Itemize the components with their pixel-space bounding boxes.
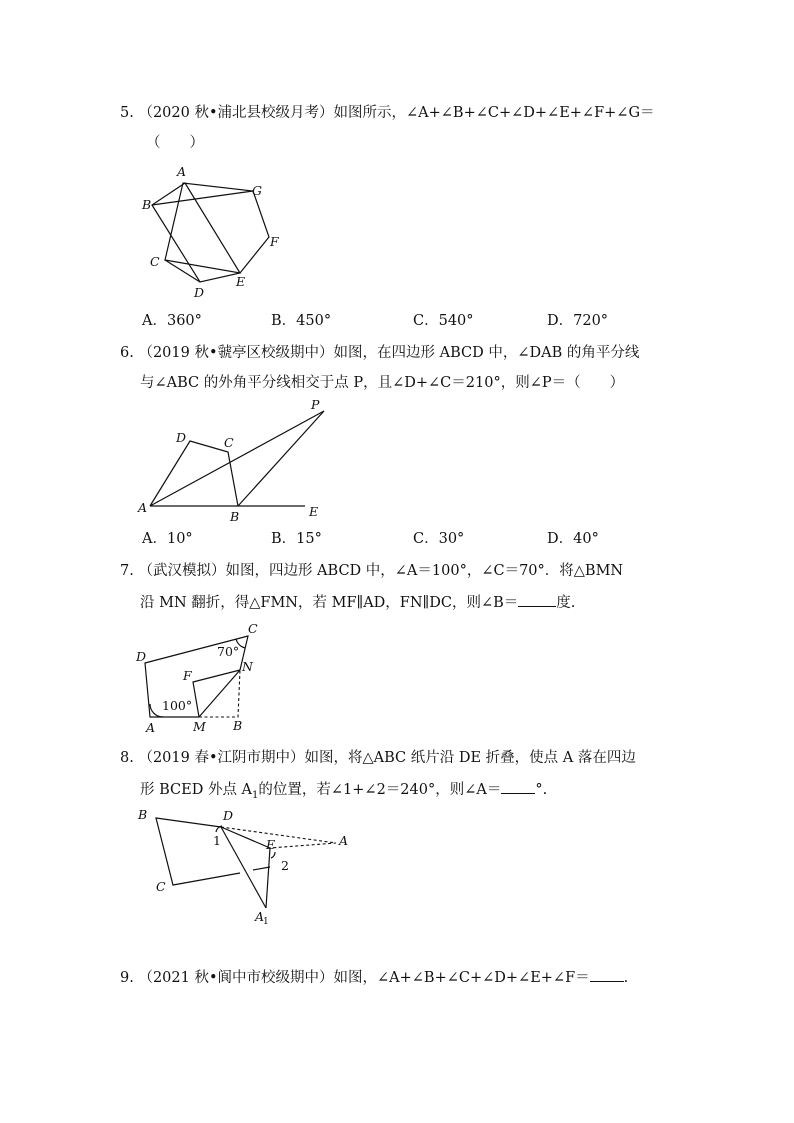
q6-option-c: C．30°	[413, 531, 465, 547]
q8-stem-line2-mid: 的位置，若∠1+∠2＝240°，则∠A＝	[258, 782, 502, 798]
q9-answer-blank[interactable]	[590, 967, 624, 982]
q6-option-d: D．40°	[547, 531, 599, 547]
q8-label-a1: A	[255, 909, 265, 924]
q8-label-c: C	[156, 879, 166, 894]
q8-dashed-dae	[221, 827, 336, 848]
q5-stem-line2: （ ）	[146, 135, 204, 151]
q8-stem-subscript: 1	[252, 789, 259, 801]
q6-label-c: C	[224, 435, 234, 450]
q8-label-e: E	[266, 837, 276, 852]
q8-angle-arc-2	[271, 852, 275, 858]
q7-angle-label-c: 70°	[217, 644, 240, 659]
q8-label-d: D	[223, 808, 234, 823]
q8-label-angle-1: 1	[213, 833, 221, 848]
q8-label-a: A	[339, 833, 349, 848]
q6-stem-line1: 6. （2019 秋•虢亭区校级期中）如图，在四边形 ABCD 中，∠DAB 的角平分线	[120, 345, 640, 361]
q6-option-a: A．10°	[142, 531, 193, 547]
q8-segment-ea1	[266, 848, 270, 908]
q7-label-m: M	[193, 719, 206, 734]
q8-segment-e-c-end	[253, 867, 270, 870]
q6-stem-line2: 与∠ABC 的外角平分线相交于点 P，且∠D+∠C＝210°，则∠P＝（ ）	[140, 375, 625, 391]
q8-stem-line2-end: °.	[535, 782, 548, 798]
q5-label-a: A	[177, 164, 187, 179]
q9-stem-end: .	[623, 970, 629, 986]
q5-label-b: B	[142, 197, 152, 212]
q8-label-b: B	[138, 807, 148, 822]
q5-label-g: G	[252, 183, 262, 198]
q7-label-f: F	[183, 668, 192, 683]
q7-label-d: D	[136, 649, 147, 664]
q5-label-d: D	[194, 285, 205, 300]
q8-label-angle-2: 2	[281, 858, 289, 873]
q7-label-a: A	[146, 720, 156, 735]
q8-label-a1-subscript: 1	[263, 917, 269, 927]
q8-segment-da1	[221, 827, 266, 908]
q5-option-a: A．360°	[142, 313, 202, 329]
q5-option-b: B．450°	[271, 313, 332, 329]
q6-label-e: E	[309, 504, 319, 519]
q7-stem-line2-end: 度.	[556, 595, 576, 611]
q9-stem-line1	[120, 967, 628, 988]
q7-stem-line2-text: 沿 MN 翻折，得△FMN，若 MF∥AD，FN∥DC，则∠B＝	[140, 595, 519, 611]
q7-angle-label-a: 100°	[162, 698, 193, 713]
q5-label-c: C	[150, 254, 160, 269]
q5-label-f: F	[270, 234, 279, 249]
q8-stem-line1: 8. （2019 春•江阴市期中）如图，将△ABC 纸片沿 DE 折叠，使点 A 落在四边	[120, 750, 636, 766]
q7-stem-line1: 7. （武汉模拟）如图，四边形 ABCD 中，∠A＝100°，∠C＝70°．将△BMN	[120, 563, 624, 579]
q9-stem-text: 9. （2021 秋•阆中市校级期中）如图，∠A+∠B+∠C+∠D+∠E+∠F＝	[120, 970, 590, 986]
q6-option-b: B．15°	[271, 531, 322, 547]
q5-label-e: E	[236, 274, 246, 289]
q7-label-b: B	[233, 718, 243, 733]
q5-option-c: C．540°	[413, 313, 474, 329]
q7-label-n: N	[242, 659, 253, 674]
q5-stem-line1: 5. （2020 秋•浦北县校级月考）如图所示，∠A+∠B+∠C+∠D+∠E+∠F+∠G＝	[120, 105, 655, 121]
q6-label-a: A	[138, 500, 148, 515]
q6-label-d: D	[176, 430, 187, 445]
q6-label-p: P	[311, 397, 320, 412]
q5-option-d: D．720°	[547, 313, 609, 329]
q7-label-c: C	[248, 621, 258, 636]
q6-label-b: B	[230, 509, 240, 524]
q8-stem-line2-text: 形 BCED 外点 A	[140, 782, 253, 798]
